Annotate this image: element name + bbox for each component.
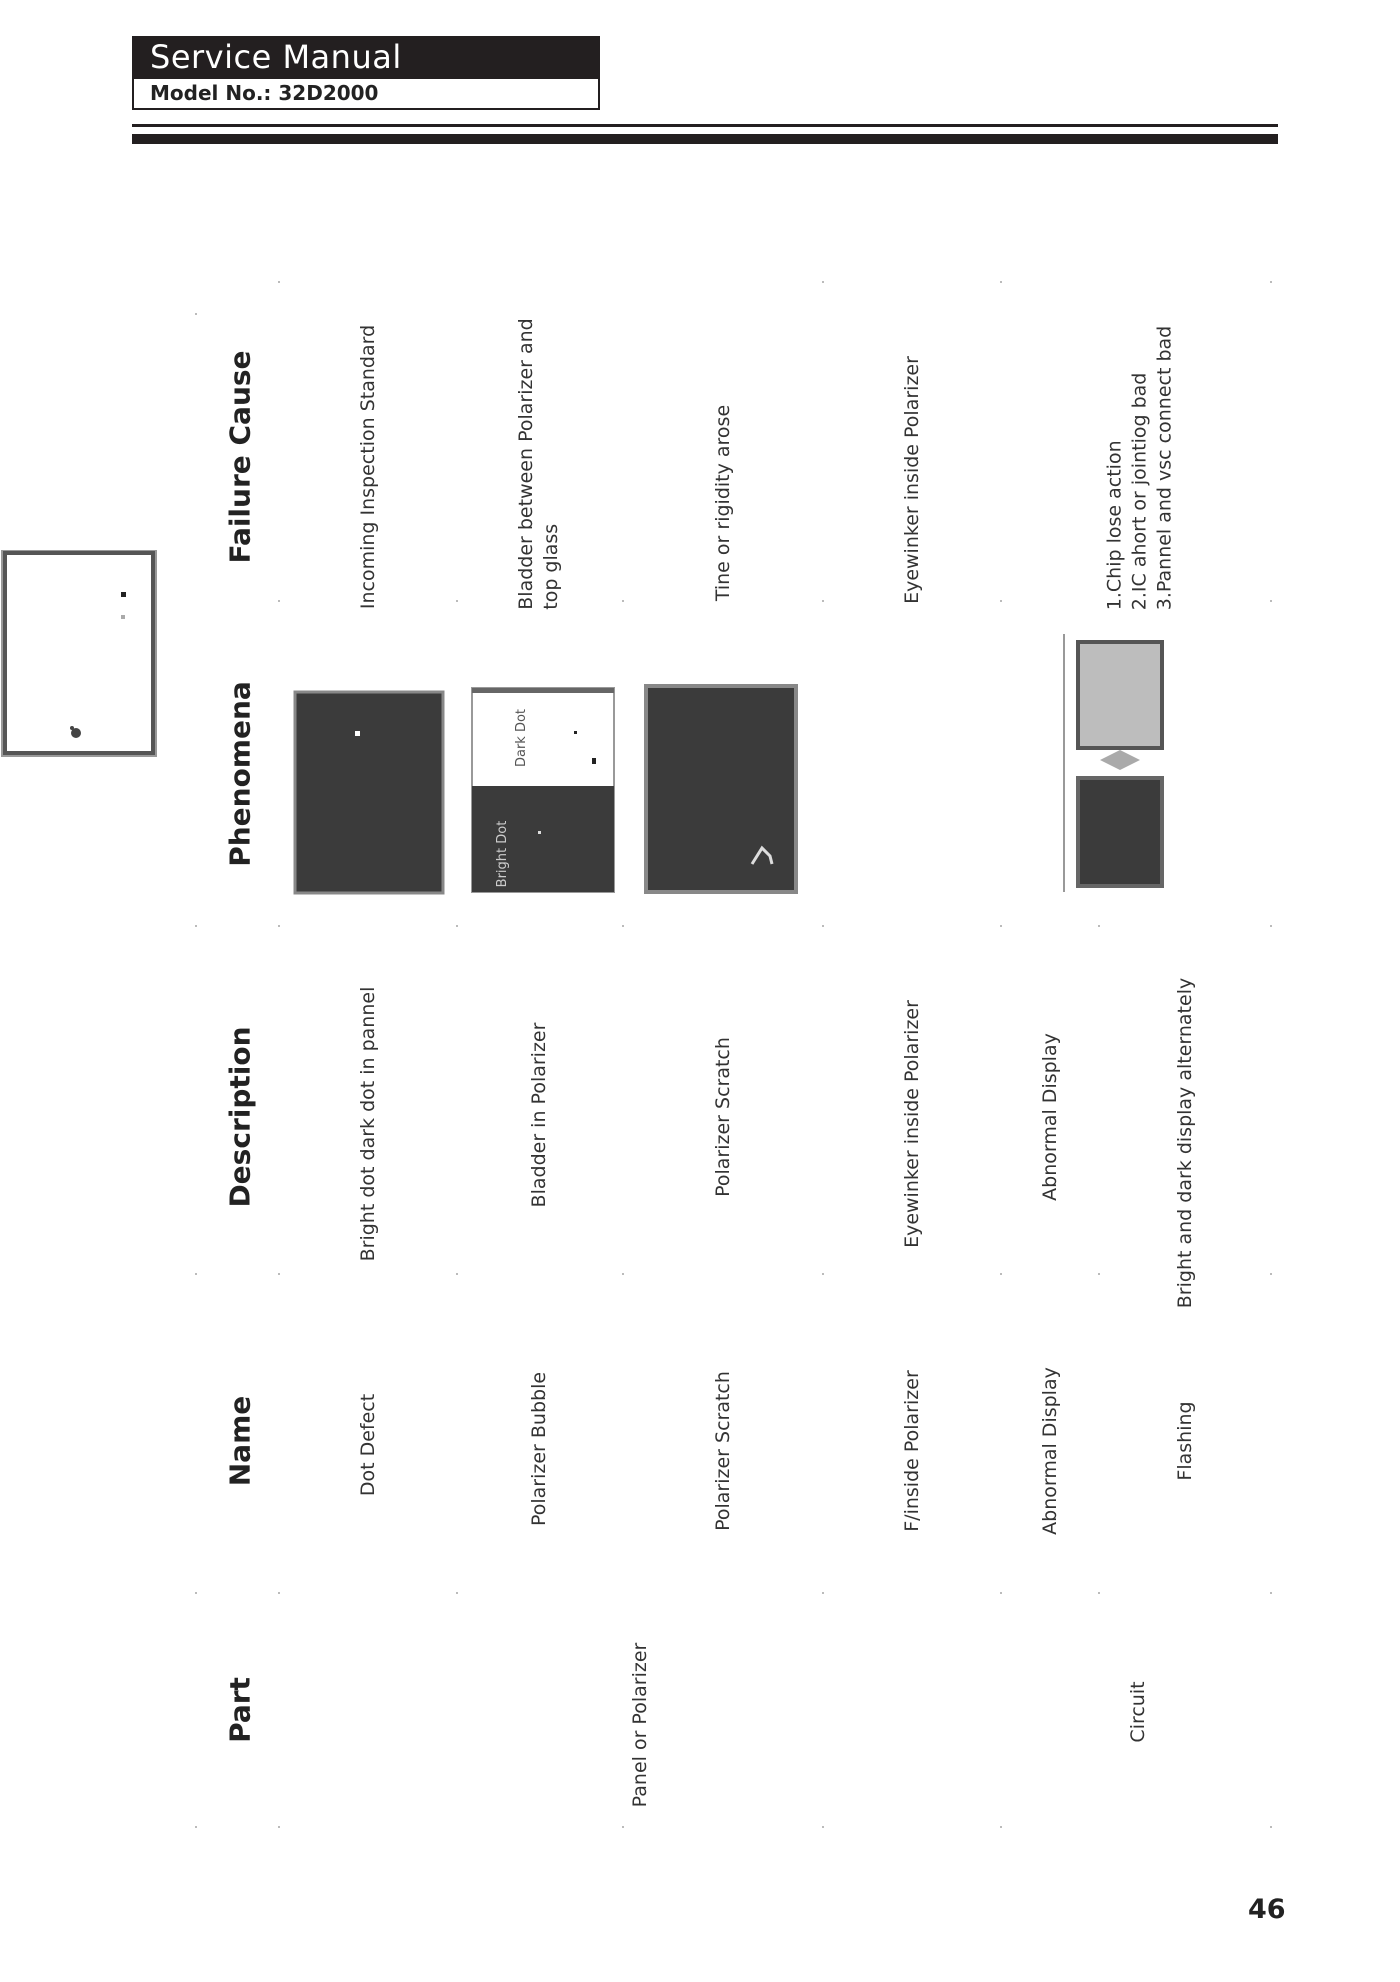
grid-dot [1000,600,1002,602]
grid-dot [456,925,458,927]
grid-dot [278,1826,280,1828]
grid-dot [822,1826,824,1828]
cause-abnormal-display: 1.Chip lose action 2.IC ahort or jointiog bad 3.Pannel and vsc connect bad [1103,325,1176,611]
part-circuit: Circuit [1127,1681,1149,1743]
grid-dot [822,600,824,602]
grid-dot [195,1592,197,1594]
grid-dot [622,1273,624,1275]
grid-dot [278,1592,280,1594]
grid-dot [278,600,280,602]
name-polarizer-scratch: Polarizer Scratch [712,1371,734,1531]
cause-dot-defect: Incoming Inspection Standard [357,324,379,610]
grid-dot [456,600,458,602]
header-name: Name [223,1395,257,1487]
cause-f-inside-polarizer: Eyewinker inside Polarizer [901,356,923,604]
phenomena-polarizer-scratch-image [644,684,798,894]
grid-dot [1098,1273,1100,1275]
description-abnormal-display: Abnormal Display [1039,1033,1061,1201]
grid-dot [456,1273,458,1275]
phenomena-dot-defect-image [293,690,445,895]
grid-dot [278,1273,280,1275]
grid-dot [822,281,824,283]
description-flashing: Bright and dark display alternately [1174,977,1196,1309]
header-phenomena: Phenomena [223,681,257,867]
grid-dot [456,1592,458,1594]
part-panel-or-polarizer: Panel or Polarizer [629,1642,651,1808]
grid-dot [1000,925,1002,927]
grid-dot [822,1273,824,1275]
grid-dot [1270,281,1272,283]
name-dot-defect: Dot Defect [357,1393,379,1497]
grid-dot [1000,1273,1002,1275]
grid-dot [1270,1273,1272,1275]
name-abnormal-display: Abnormal Display [1039,1367,1061,1535]
page-number: 46 [1248,1894,1286,1925]
grid-dot [195,1826,197,1828]
bright-dot-label: Bright Dot [495,820,510,888]
grid-dot [1000,281,1002,283]
name-flashing: Flashing [1174,1401,1196,1481]
grid-dot [822,925,824,927]
header-rule-thick [132,134,1278,144]
grid-dot [822,1592,824,1594]
header-description: Description [223,1026,257,1208]
description-polarizer-bubble: Bladder in Polarizer [528,1022,550,1208]
cause-polarizer-scratch: Tine or rigidity arose [712,404,734,602]
grid-dot [195,313,197,315]
header-part: Part [223,1677,257,1743]
grid-dot [195,925,197,927]
grid-dot [278,925,280,927]
side-example-screen [0,550,160,760]
grid-dot [622,1826,624,1828]
grid-dot [1270,925,1272,927]
cause-polarizer-bubble: Bladder between Polarizer and top glass [515,318,562,610]
grid-dot [622,925,624,927]
grid-dot [1270,1592,1272,1594]
grid-dot [195,1273,197,1275]
grid-dot [1098,925,1100,927]
description-f-inside-polarizer: Eyewinker inside Polarizer [901,1000,923,1248]
header-model-number: Model No.: 32D2000 [132,79,600,110]
grid-dot [1098,1592,1100,1594]
phenomena-polarizer-bubble-image [470,686,616,894]
name-f-inside-polarizer: F/inside Polarizer [901,1370,923,1532]
grid-dot [1000,1826,1002,1828]
phenomena-flashing-image [1062,634,1174,892]
name-polarizer-bubble: Polarizer Bubble [528,1371,550,1527]
grid-dot [622,600,624,602]
grid-dot [1000,1592,1002,1594]
header-title: Service Manual [132,36,600,79]
grid-dot [278,281,280,283]
grid-dot [1270,600,1272,602]
header-failure-cause: Failure Cause [223,350,257,564]
description-dot-defect: Bright dot dark dot in pannel [357,986,379,1262]
header-rule-thin [132,124,1278,127]
dark-dot-label: Dark Dot [514,708,529,768]
description-polarizer-scratch: Polarizer Scratch [712,1037,734,1197]
grid-dot [1270,1826,1272,1828]
